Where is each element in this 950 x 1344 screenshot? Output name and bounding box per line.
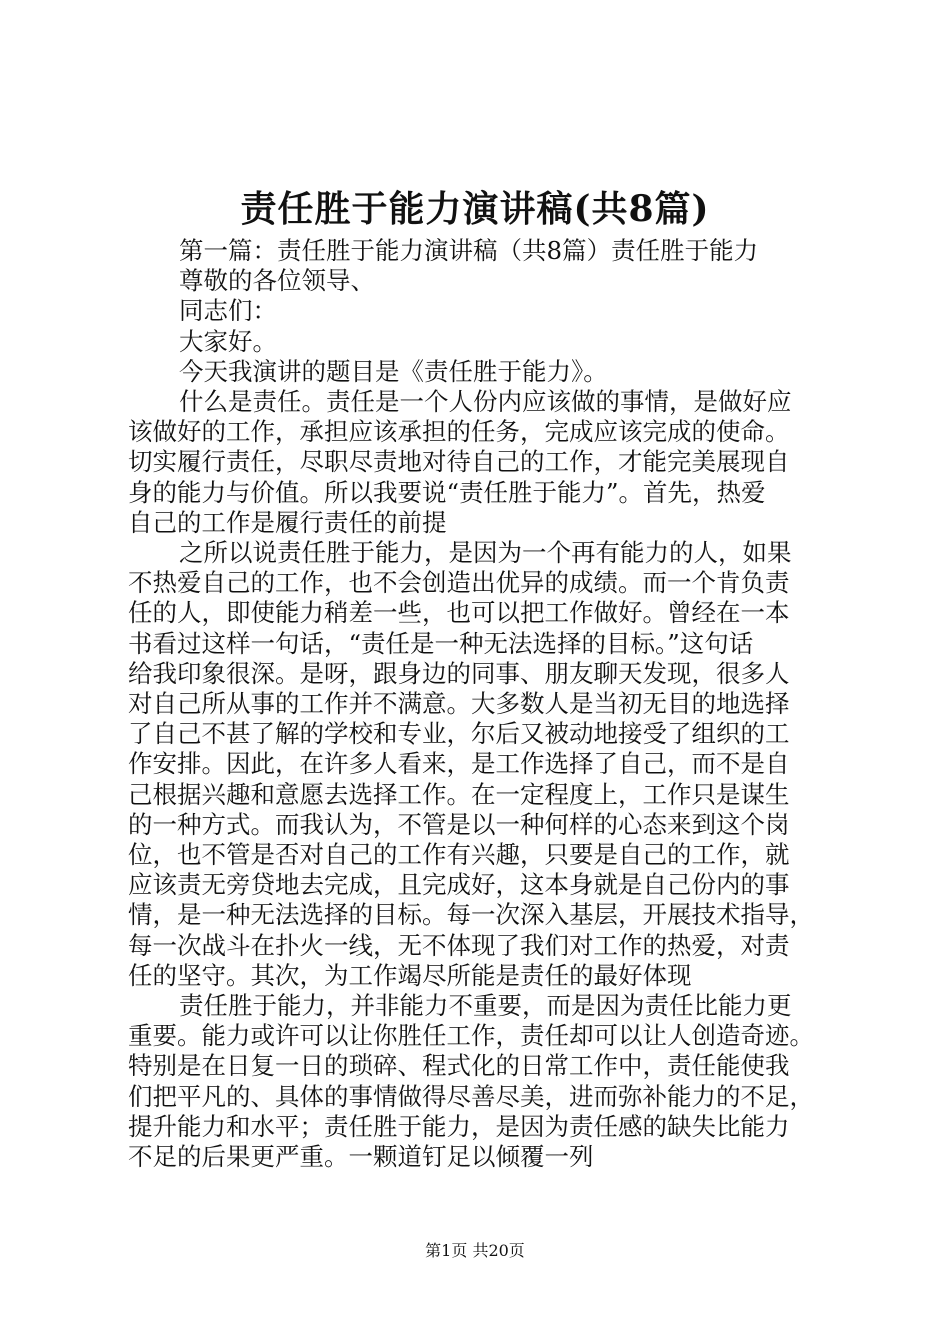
text-line: 身的能力与价值。所以我要说“责任胜于能力”。首先，热爱 xyxy=(128,477,766,507)
text-line: 同志们： xyxy=(179,296,277,326)
text-line: 应该责无旁贷地去完成，且完成好，这本身就是自己份内的事 xyxy=(128,870,790,900)
text-line: 的一种方式。而我认为，不管是以一种何样的心态来到这个岗 xyxy=(128,809,790,839)
text-line: 特别是在日复一日的琐碎、程式化的日常工作中，责任能使我 xyxy=(128,1051,790,1081)
text-line: 尊敬的各位领导、 xyxy=(179,266,375,296)
text-line: 书看过这样一句话，“责任是一种无法选择的目标。”这句话 xyxy=(128,628,754,658)
text-line: 情，是一种无法选择的目标。每一次深入基层，开展技术指导， xyxy=(128,900,814,930)
text-line: 己根据兴趣和意愿去选择工作。在一定程度上，工作只是谋生 xyxy=(128,779,790,809)
text-line: 每一次战斗在扑火一线，无不体现了我们对工作的热爱，对责 xyxy=(128,930,790,960)
document-body xyxy=(128,236,838,1172)
text-line: 提升能力和水平；责任胜于能力，是因为责任感的缺失比能力 xyxy=(128,1111,790,1141)
page-number-footer: 第1页 共20页 xyxy=(425,1241,525,1260)
text-line: 任的坚守。其次，为工作竭尽所能是责任的最好体现 xyxy=(128,960,692,990)
text-line: 切实履行责任，尽职尽责地对待自己的工作，才能完美展现自 xyxy=(128,447,790,477)
text-line: 该做好的工作，承担应该承担的任务，完成应该完成的使命。 xyxy=(128,417,790,447)
text-line: 任的人，即使能力稍差一些，也可以把工作做好。曾经在一本 xyxy=(128,598,790,628)
text-line: 作安排。因此，在许多人看来，是工作选择了自己，而不是自 xyxy=(128,749,790,779)
text-line: 今天我演讲的题目是《责任胜于能力》。 xyxy=(179,356,608,386)
text-line: 重要。能力或许可以让你胜任工作，责任却可以让人创造奇迹。 xyxy=(128,1021,814,1051)
text-line: 不热爱自己的工作，也不会创造出优异的成绩。而一个肯负责 xyxy=(128,568,790,598)
text-line: 责任胜于能力，并非能力不重要，而是因为责任比能力更 xyxy=(179,991,792,1021)
document-title: 责任胜于能力演讲稿(共8篇) xyxy=(240,188,710,230)
text-line: 大家好。 xyxy=(179,326,277,356)
text-line: 对自己所从事的工作并不满意。大多数人是当初无目的地选择 xyxy=(128,689,790,719)
text-line: 给我印象很深。是呀，跟身边的同事、朋友聊天发现，很多人 xyxy=(128,658,790,688)
text-line: 们把平凡的、具体的事情做得尽善尽美，进而弥补能力的不足， xyxy=(128,1081,814,1111)
text-line: 了自己不甚了解的学校和专业，尔后又被动地接受了组织的工 xyxy=(128,719,790,749)
text-line: 位，也不管是否对自己的工作有兴趣，只要是自己的工作，就 xyxy=(128,840,790,870)
text-line: 之所以说责任胜于能力，是因为一个再有能力的人，如果 xyxy=(179,538,792,568)
text-line: 第一篇：责任胜于能力演讲稿（共8篇）责任胜于能力 xyxy=(179,236,759,265)
text-line: 什么是责任。责任是一个人份内应该做的事情，是做好应 xyxy=(179,387,792,417)
text-line: 不足的后果更严重。一颗道钉足以倾覆一列 xyxy=(128,1142,594,1172)
text-line: 自己的工作是履行责任的前提 xyxy=(128,507,447,537)
